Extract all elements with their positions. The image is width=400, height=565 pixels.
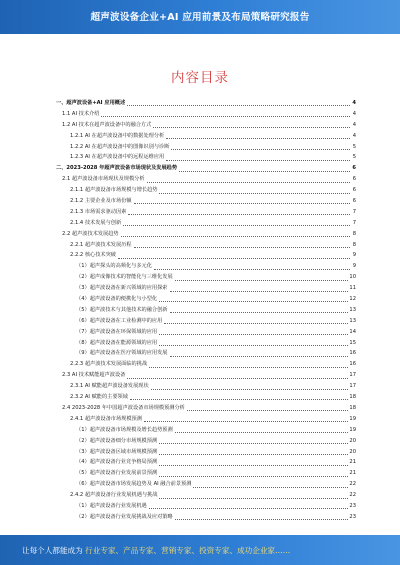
toc-entry-page: 20 <box>349 448 356 455</box>
toc-entry[interactable] <box>56 457 356 468</box>
toc-entry[interactable] <box>56 218 356 229</box>
toc-entry-page: 8 <box>352 230 356 237</box>
toc-entry-page: 5 <box>352 143 356 150</box>
toc-entry-label: （3）超声波设备区域市场规模预测 <box>76 448 158 455</box>
toc-leader-dots <box>170 355 349 357</box>
toc-entry-page: 23 <box>349 513 356 520</box>
toc-entry-page: 8 <box>352 241 356 248</box>
toc-entry-label: 1.2.2 AI 在超声波设备中的图像识别与诊断 <box>70 143 170 150</box>
toc-leader-dots <box>175 431 349 433</box>
toc-entry-page: 13 <box>349 317 356 324</box>
toc-entry-page: 23 <box>349 502 356 509</box>
toc-leader-dots <box>159 192 350 194</box>
toc-entry[interactable] <box>56 327 356 338</box>
toc-leader-dots <box>159 442 348 444</box>
toc-entry[interactable] <box>56 229 356 240</box>
footer-slogan <box>22 545 290 556</box>
toc-entry[interactable] <box>56 250 356 261</box>
footer-bar <box>0 535 400 565</box>
toc-leader-dots <box>151 388 349 390</box>
table-of-contents <box>56 98 356 523</box>
toc-leader-dots <box>166 159 350 161</box>
toc-entry-label: （6）超声波设备在工业检测中的应用 <box>76 317 163 324</box>
toc-leader-dots <box>164 322 348 324</box>
toc-leader-dots <box>166 137 350 139</box>
toc-entry-page: 6 <box>352 198 356 205</box>
toc-entry-label: （6）超声波设备市场发展趋势及 AI 融合前景预测 <box>76 481 192 488</box>
toc-entry-label: 2.3.2 AI 赋能的主要领域 <box>70 394 128 401</box>
toc-entry[interactable] <box>56 403 356 414</box>
toc-entry[interactable] <box>56 294 356 305</box>
toc-leader-dots <box>159 497 348 499</box>
toc-entry-label: 1.1 AI 技术介绍 <box>62 110 100 117</box>
toc-entry[interactable] <box>56 152 356 163</box>
toc-leader-dots <box>170 290 349 292</box>
toc-entry-label: 2.4.1 超声波设备市场规模预测 <box>70 415 142 422</box>
toc-entry-label: 2.1 超声波设备市场现状及规模分析 <box>62 176 145 183</box>
toc-entry[interactable] <box>56 425 356 436</box>
toc-entry[interactable] <box>56 207 356 218</box>
toc-leader-dots <box>159 344 348 346</box>
toc-leader-dots <box>149 507 349 509</box>
toc-entry-label: 2.2.3 超声波技术发展面临的挑战 <box>70 361 148 368</box>
toc-entry[interactable] <box>56 240 356 251</box>
toc-entry-label: 2.3 AI 技术赋能超声波设备 <box>62 372 126 379</box>
toc-leader-dots <box>128 213 350 215</box>
toc-entry-page: 4 <box>352 121 356 128</box>
toc-entry-page: 13 <box>349 306 356 313</box>
toc-entry[interactable] <box>56 283 356 294</box>
toc-entry-page: 5 <box>352 154 356 161</box>
report-title: 超声波设备企业+AI 应用前景及布局策略研究报告 <box>90 12 310 23</box>
toc-entry[interactable] <box>56 185 356 196</box>
toc-entry-page: 9 <box>352 252 356 259</box>
toc-leader-dots <box>144 420 348 422</box>
toc-entry[interactable] <box>56 338 356 349</box>
toc-entry[interactable] <box>56 479 356 490</box>
toc-leader-dots <box>159 300 348 302</box>
toc-entry[interactable] <box>56 261 356 272</box>
toc-entry-page: 19 <box>349 415 356 422</box>
toc-entry-label: （2）超声波设备细分市场规模预测 <box>76 437 158 444</box>
toc-entry-label: （1）超声波设备市场规模及增长趋势预测 <box>76 426 173 433</box>
toc-entry-label: （4）超声波设备的便携化与小型化 <box>76 296 158 303</box>
toc-entry-page: 18 <box>349 394 356 401</box>
toc-entry-label: 二、2023-2028 年超声波设备市场现状及发展趋势 <box>56 165 178 172</box>
toc-entry-page: 6 <box>352 165 356 172</box>
toc-leader-dots <box>159 464 348 466</box>
toc-entry-label: 2.1.2 主要企业及市场份额 <box>70 198 132 205</box>
toc-entry-page: 4 <box>352 110 356 117</box>
toc-entry-label: （8）超声波设备在能源领域的应用 <box>76 339 158 346</box>
toc-entry-label: （1）超声波设备行业发展机遇 <box>76 502 147 509</box>
toc-entry-page: 16 <box>349 361 356 368</box>
toc-entry-page: 21 <box>349 459 356 466</box>
toc-leader-dots <box>175 279 349 281</box>
toc-entry[interactable] <box>56 316 356 327</box>
toc-entry[interactable] <box>56 120 356 131</box>
toc-entry-page: 15 <box>349 339 356 346</box>
toc-leader-dots <box>127 377 348 379</box>
toc-entry[interactable] <box>56 370 356 381</box>
toc-entry[interactable] <box>56 414 356 425</box>
toc-leader-dots <box>179 170 350 172</box>
toc-heading: 内容目录 <box>171 70 229 86</box>
toc-entry[interactable] <box>56 381 356 392</box>
toc-entry-label: （4）超声波设备行业竞争格局预测 <box>76 459 158 466</box>
toc-entry-label: 2.3.1 AI 赋能超声波设备发展现状 <box>70 383 149 390</box>
toc-entry[interactable] <box>56 348 356 359</box>
toc-entry-label: （7）超声波设备在环保领域的应用 <box>76 328 158 335</box>
toc-entry-page: 19 <box>349 426 356 433</box>
toc-entry[interactable] <box>56 98 356 109</box>
toc-entry-label: （1）超声探头的高频化与多元化 <box>76 263 152 270</box>
toc-entry-page: 22 <box>349 481 356 488</box>
footer-slogan-highlight: 行业专家、产品专家、营销专家、投资专家、成功企业家…… <box>85 546 291 555</box>
report-header-bar <box>0 0 400 34</box>
toc-entry-page: 22 <box>349 492 356 499</box>
toc-entry-label: 1.2 AI 技术在超声波设备中的融合方式 <box>62 121 152 128</box>
toc-entry[interactable] <box>56 468 356 479</box>
toc-entry-label: （9）超声波设备在医疗领域的应用发展 <box>76 350 168 357</box>
toc-entry-label: （2）超声成像技术的智能化与三维化发展 <box>76 274 173 281</box>
footer-slogan-prefix: 让每个人都能成为 <box>22 546 83 555</box>
toc-entry[interactable] <box>56 490 356 501</box>
toc-entry-label: 一、超声波设备+AI 应用概述 <box>56 100 126 106</box>
toc-entry[interactable] <box>56 359 356 370</box>
toc-entry[interactable] <box>56 305 356 316</box>
toc-leader-dots <box>130 398 349 400</box>
toc-entry-page: 7 <box>352 208 356 215</box>
toc-entry-label: （5）超声波技术与其他技术的融合创新 <box>76 306 168 313</box>
toc-entry[interactable] <box>56 163 356 174</box>
toc-entry-label: 2.2.2 核心技术突破 <box>70 252 116 259</box>
toc-leader-dots <box>171 148 350 150</box>
toc-entry-label: 2.1.4 技术发展与创新 <box>70 219 122 226</box>
toc-leader-dots <box>175 518 349 520</box>
toc-entry-label: 2.1.3 市场需求驱动因素 <box>70 208 127 215</box>
toc-entry-label: 2.2 超声波技术发展趋势 <box>62 230 119 237</box>
toc-leader-dots <box>127 104 350 106</box>
toc-entry-page: 12 <box>349 296 356 303</box>
toc-entry[interactable] <box>56 109 356 120</box>
toc-leader-dots <box>187 409 349 411</box>
toc-entry-page: 21 <box>349 470 356 477</box>
toc-entry[interactable] <box>56 447 356 458</box>
toc-leader-dots <box>153 126 350 128</box>
toc-leader-dots <box>154 268 350 270</box>
toc-entry-page: 4 <box>352 100 356 106</box>
toc-leader-dots <box>101 115 350 117</box>
toc-entry-label: 2.1.1 超声波设备市场规模与增长趋势 <box>70 187 158 194</box>
toc-entry-page: 6 <box>352 176 356 183</box>
toc-leader-dots <box>159 333 348 335</box>
toc-entry-label: （3）超声波设备在新兴领域的应用探索 <box>76 285 168 292</box>
toc-entry-label: 2.4.2 超声波设备行业发展机遇与挑战 <box>70 492 158 499</box>
toc-entry[interactable] <box>56 174 356 185</box>
toc-leader-dots <box>149 366 348 368</box>
toc-leader-dots <box>159 475 348 477</box>
toc-entry[interactable] <box>56 131 356 142</box>
toc-entry-page: 17 <box>349 383 356 390</box>
toc-leader-dots <box>159 453 348 455</box>
toc-leader-dots <box>123 224 350 226</box>
toc-entry-label: （2）超声波设备行业发展挑战及应对策略 <box>76 513 173 520</box>
toc-entry[interactable] <box>56 142 356 153</box>
toc-entry-page: 16 <box>349 350 356 357</box>
toc-leader-dots <box>134 202 350 204</box>
toc-entry[interactable] <box>56 512 356 523</box>
toc-entry-page: 4 <box>352 132 356 139</box>
toc-entry-page: 6 <box>352 187 356 194</box>
toc-entry-page: 20 <box>349 437 356 444</box>
toc-leader-dots <box>147 181 350 183</box>
toc-entry-page: 9 <box>352 263 356 270</box>
toc-leader-dots <box>121 235 350 237</box>
toc-entry-page: 17 <box>349 372 356 379</box>
toc-entry-label: 1.2.3 AI 在超声波设备中的远程运维应用 <box>70 154 165 161</box>
toc-entry-label: 1.2.1 AI 在超声波设备中的数据处理分析 <box>70 132 165 139</box>
toc-entry[interactable] <box>56 436 356 447</box>
toc-entry-page: 7 <box>352 219 356 226</box>
toc-entry[interactable] <box>56 272 356 283</box>
toc-leader-dots <box>170 311 349 313</box>
toc-leader-dots <box>118 257 350 259</box>
toc-entry-page: 18 <box>349 404 356 411</box>
toc-entry-label: 2.2.1 超声波技术发展历程 <box>70 241 132 248</box>
toc-entry[interactable] <box>56 392 356 403</box>
toc-entry-page: 10 <box>349 274 356 281</box>
toc-entry-label: （5）超声波设备行业发展前景预测 <box>76 470 158 477</box>
toc-entry[interactable] <box>56 196 356 207</box>
toc-entry[interactable] <box>56 501 356 512</box>
toc-entry-page: 14 <box>349 328 356 335</box>
toc-leader-dots <box>193 486 348 488</box>
toc-entry-page: 11 <box>349 285 356 292</box>
toc-entry-label: 2.4 2023-2028 年中国超声波设备市场规模预测分析 <box>62 404 185 411</box>
toc-leader-dots <box>134 246 350 248</box>
